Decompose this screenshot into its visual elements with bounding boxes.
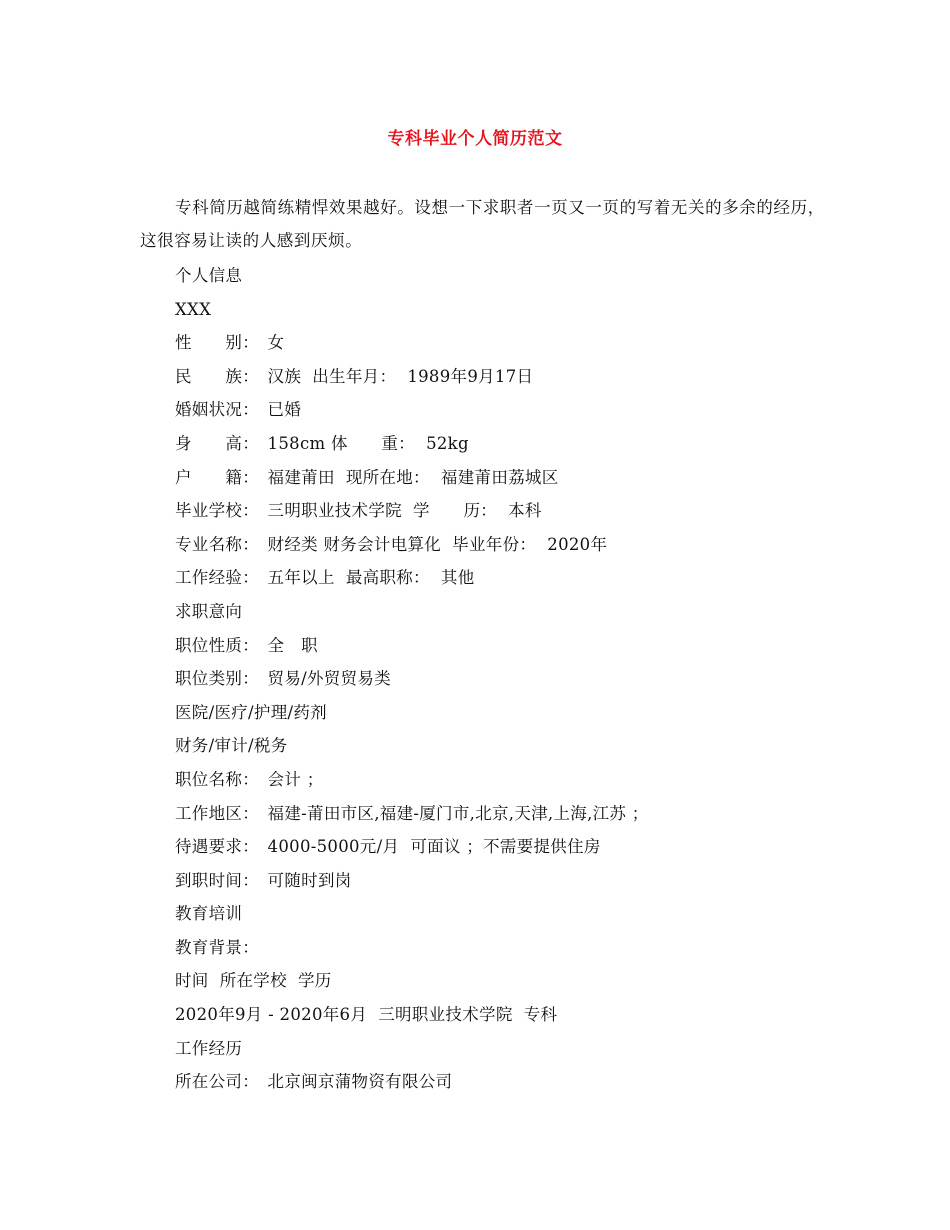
resume-line: XXX [175, 299, 212, 319]
resume-line: 所在公司： 北京闽京蒲物资有限公司 [175, 1072, 453, 1092]
resume-line: 教育培训 [175, 904, 243, 924]
resume-line: 工作经验： 五年以上 最高职称： 其他 [175, 568, 475, 588]
resume-line: 时间 所在学校 学历 [175, 971, 332, 991]
resume-line: 个人信息 [175, 266, 243, 285]
resume-line: 工作地区： 福建-莆田市区,福建-厦门市,北京,天津,上海,江苏 ； [175, 803, 649, 823]
resume-line: 民 族： 汉族 出生年月： 1989年9月17日 [175, 366, 534, 386]
resume-line: 医院/医疗/护理/药剂 [175, 702, 327, 722]
resume-line: 职位性质： 全 职 [175, 635, 318, 655]
resume-line: 户 籍： 福建莆田 现所在地： 福建莆田荔城区 [175, 467, 559, 487]
resume-line: 求职意向 [175, 601, 243, 621]
resume-line: 性 别： 女 [175, 333, 285, 353]
resume-line: 财务/审计/税务 [175, 736, 288, 756]
resume-line: 婚姻状况： 已婚 [175, 400, 302, 420]
resume-line: 专业名称： 财经类 财务会计电算化 毕业年份： 2020年 [175, 534, 608, 554]
resume-lines [175, 259, 649, 1099]
resume-line: 教育背景： [175, 937, 259, 957]
resume-line: 身 高： 158cm 体 重： 52kg [175, 433, 469, 453]
resume-line: 到职时间： 可随时到岗 [175, 870, 352, 890]
intro-paragraph: 专科简历越简练精悍效果越好。设想一下求职者一页又一页的写着无关的多余的经历，这很容易让读的人感到厌烦。 [140, 198, 825, 250]
resume-line: 2020年9月 - 2020年6月 三明职业技术学院 专科 [175, 1005, 558, 1025]
resume-line: 职位类别： 贸易/外贸贸易类 [175, 669, 392, 689]
document-title: 专科毕业个人简历范文 [387, 129, 563, 149]
resume-line: 职位名称： 会计 ； [175, 769, 324, 789]
resume-line: 待遇要求： 4000-5000元/月 可面议 ；不需要提供住房 [175, 837, 601, 857]
resume-line: 毕业学校： 三明职业技术学院 学 历： 本科 [175, 501, 542, 521]
resume-line: 工作经历 [175, 1038, 243, 1058]
